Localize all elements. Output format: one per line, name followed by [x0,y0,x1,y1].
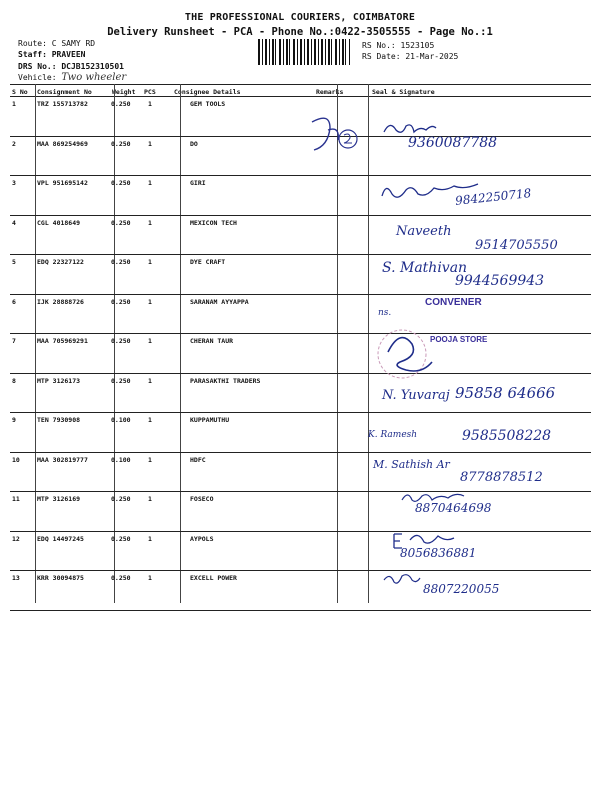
barcode-bar [279,39,280,65]
row-weight: 0.100 [111,455,131,464]
row-sno: 13 [12,574,20,582]
col-header-consignment: Consignment No [37,88,92,96]
row-weight: 0.250 [111,258,131,266]
row-consignment-no: TRZ 155713782 [37,100,88,108]
row-consignment-no: MAA 705969291 [37,337,88,345]
row-pcs: 1 [148,455,152,464]
runsheet-subtitle: Delivery Runsheet - PCA - Phone No.:0422-3505555 - Page No.:1 [107,26,493,38]
row-consignment-no: TEN 7930908 [37,416,81,424]
staff-value: PRAVEEN [51,50,86,59]
row-weight: 0.250 [111,100,131,108]
row-sno: 7 [12,337,16,345]
barcode-bar [318,39,319,65]
signature-13-phone: 8807220055 [423,582,500,596]
rs-no-value: 1523105 [400,41,435,50]
staff-field [18,50,85,59]
row-weight: 0.250 [111,574,131,582]
row-consignment-no: CGL 4018649 [37,218,81,227]
row-divider [10,373,591,374]
row-weight: 0.250 [111,218,131,227]
rs-date-value: 21-Mar-2025 [405,52,459,61]
row-pcs: 1 [148,376,152,385]
row-consignee: AYPOLS [190,534,214,543]
rs-no-label: RS No.: [362,41,396,50]
col-divider [35,84,36,603]
signature-1-phone: 9360087788 [408,135,498,151]
rs-date-label: RS Date: [362,52,401,61]
row-sno: 9 [12,416,16,424]
row-consignee: KUPPAMUTHU [190,416,230,424]
row-divider [10,452,591,453]
col-divider [368,84,369,603]
row-weight: 0.250 [111,139,131,148]
row-divider [10,333,591,334]
row-consignee: SARANAM AYYAPPA [190,297,249,306]
row-consignee: FOSECO [190,495,214,503]
row-sno: 5 [12,258,16,266]
drs-label: DRS No.: [18,62,57,71]
signature-3-phone: 9842250718 [454,186,532,208]
row-pcs: 1 [148,337,152,345]
row-consignment-no: MTP 3126173 [37,376,81,385]
row-sno: 6 [12,297,16,306]
signature-8-phone: 95858 64666 [455,384,556,402]
route-value: C SAMY RD [51,39,96,48]
row-pcs: 1 [148,258,152,266]
rs-no-field [362,41,434,50]
drs-field [18,62,124,71]
signature-9-phone: 9585508228 [462,428,552,444]
signature-6-initials: ns. [378,308,392,318]
row-weight: 0.250 [111,376,131,385]
signature-4-phone: 9514705550 [475,238,558,253]
row-pcs: 1 [148,139,152,148]
signature-4-name: Naveeth [396,224,452,239]
barcode [258,39,350,65]
row-weight: 0.250 [111,337,131,345]
row-sno: 3 [12,179,16,187]
col-header-weight: Weight [112,88,136,96]
row-consignee: EXCELL POWER [190,574,237,582]
row-consignee: DO [190,139,198,148]
table-header-border [10,96,591,97]
row-divider [10,491,591,492]
row-pcs: 1 [148,100,152,108]
col-header-pcs: PCS [144,88,156,96]
row-consignment-no: KRR 30094875 [37,574,84,582]
signature-11-phone: 8870464698 [415,501,492,515]
vehicle-label: Vehicle: [18,73,57,82]
signature-12-phone: 8056836881 [400,546,477,560]
signature-10-phone: 8778878512 [460,470,543,485]
row-consignment-no: EDQ 14497245 [37,534,84,543]
row-divider [10,175,591,176]
row-consignment-no: MTP 3126169 [37,495,81,503]
row-consignee: GEM TOOLS [190,100,226,108]
staff-label: Staff: [18,50,47,59]
row-consignment-no: MAA 869254969 [37,139,88,148]
signature-5-name: S. Mathivan [382,260,468,276]
row-divider [10,570,591,571]
row-weight: 0.250 [111,297,131,306]
col-header-seal: Seal & Signature [372,88,435,96]
rs-date-field [362,52,458,61]
vehicle-field [18,72,126,83]
row-sno: 4 [12,218,16,227]
row-consignee: GIRI [190,179,206,187]
barcode-bar [304,39,305,65]
row-sno: 2 [12,139,16,148]
vehicle-value: Two wheeler [61,72,127,83]
barcode-bar [265,39,266,65]
row-pcs: 1 [148,574,152,582]
seal-7-mark [372,322,452,382]
row-divider [10,412,591,413]
row-consignee: MEXICON TECH [190,218,237,227]
row-consignee: DYE CRAFT [190,258,226,266]
signature-8-name: N. Yuvaraj [382,388,450,403]
col-header-remarks: Remarks [316,88,344,96]
company-title: THE PROFESSIONAL COURIERS, COIMBATORE [184,12,416,23]
row-sno: 10 [12,455,20,464]
drs-value: DCJB152310501 [61,62,124,71]
signature-13-mark [382,570,422,588]
row-weight: 0.100 [111,416,131,424]
row-pcs: 1 [148,179,152,187]
row-pcs: 1 [148,297,152,306]
row-divider [10,531,591,532]
row-pcs: 1 [148,218,152,227]
row-weight: 0.250 [111,495,131,503]
row-pcs: 1 [148,534,152,543]
table-top-border [10,84,591,85]
row-consignment-no: IJK 28888726 [37,297,84,306]
route-field [18,39,95,48]
row-consignment-no: EDQ 22327122 [37,258,84,266]
row-consignee: CHERAN TAUR [190,337,234,345]
row-divider [10,215,591,216]
col-header-consignee: Consignee Details [174,88,241,96]
row-divider [10,254,591,255]
row-pcs: 1 [148,416,152,424]
row-consignee: HDFC [190,455,206,464]
stamp-pooja-store: POOJA STORE [430,335,488,344]
signature-5-phone: 9944569943 [455,273,545,289]
row-divider [10,294,591,295]
col-divider [337,84,338,603]
row-consignee: PARASAKTHI TRADERS [190,376,261,385]
col-divider [180,84,181,603]
row-consignment-no: VPL 951695142 [37,179,88,187]
row-divider [10,610,591,611]
row-sno: 8 [12,376,16,385]
stamp-convener: CONVENER [425,297,482,308]
row-pcs: 1 [148,495,152,503]
row-weight: 0.250 [111,534,131,543]
signature-9-name: K. Ramesh [368,430,418,440]
row-sno: 11 [12,495,20,503]
remarks-scribble [300,110,370,160]
row-sno: 1 [12,100,16,108]
signature-10-name: M. Sathish Ar [373,458,450,471]
barcode-bar [289,39,290,65]
route-label: Route: [18,39,47,48]
col-header-sno: S No [12,88,28,96]
barcode-bar [336,39,337,65]
row-consignment-no: MAA 302819777 [37,455,88,464]
row-sno: 12 [12,534,20,543]
row-weight: 0.250 [111,179,131,187]
